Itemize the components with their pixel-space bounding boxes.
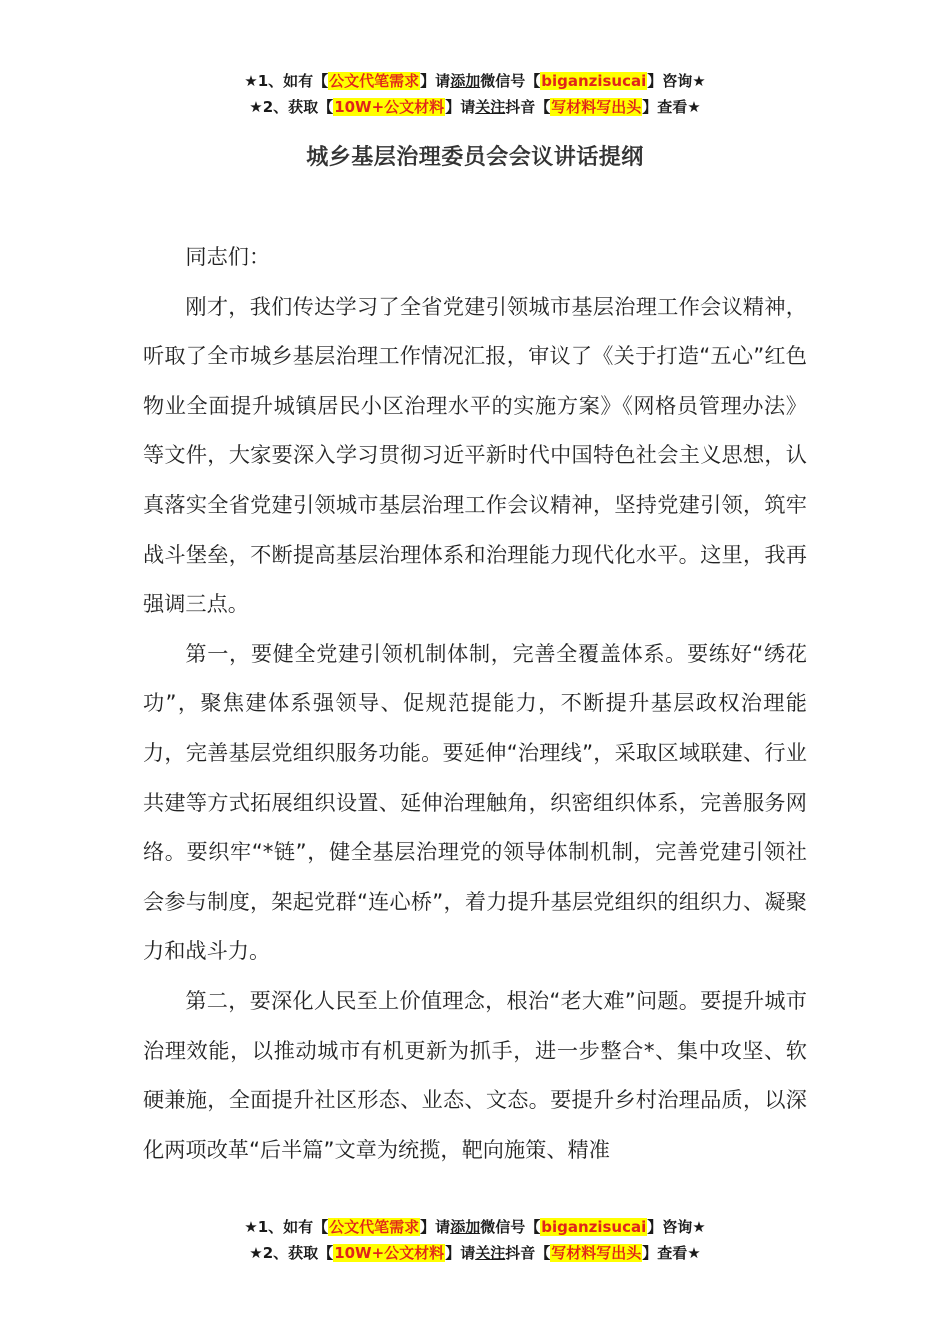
highlight-materials: 10W+公文材料: [334, 1244, 445, 1262]
banner-text: 抖音【: [505, 98, 551, 116]
document-title: 城乡基层治理委员会会议讲话提纲: [306, 145, 644, 170]
banner-text: 微信号【: [480, 1218, 541, 1236]
banner-text: ★2、获取【: [249, 1244, 334, 1262]
highlight-materials: 10W+公文材料: [334, 98, 445, 116]
paragraph-first-point: 第一，要健全党建引领机制体制，完善全覆盖体系。要练好“绣花功”，聚焦建体系强领导、促规范提能力，不断提升基层政权治理能力，完善基层党组织服务功能。要延伸“治理线”，采取区域联建、行业共建等方式拓展组织设置、延伸治理触角，织密组织体系，完善服务网络。要织牢“*链”，健全基层治理党的领导体制机制，完善党建引领社会参与制度，架起党群“连心桥”，着力提升基层党组织的组织力、凝聚力和战斗力。: [143, 640, 807, 964]
banner-text: 抖音【: [505, 1244, 551, 1262]
banner-text: 】请: [445, 98, 476, 116]
banner-text: 】咨询★: [647, 72, 706, 90]
underlined-word: 关注: [475, 98, 506, 116]
banner-text: ★1、如有【: [244, 1218, 329, 1236]
highlight-wechat-id: biganzisucai: [541, 72, 647, 90]
banner-text: ★2、获取【: [249, 98, 334, 116]
paragraph-intro: 刚才，我们传达学习了全省党建引领城市基层治理工作会议精神，听取了全市城乡基层治理工作情况汇报，审议了《关于打造“五心”红色物业全面提升城镇居民小区治理水平的实施方案》《网格员管理办法》等文件，大家要深入学习贯彻习近平新时代中国特色社会主义思想，认真落实全省党建引领城市基层治理工作会议精神，坚持党建引领，筑牢战斗堡垒，不断提高基层治理体系和治理能力现代化水平。这里，我再强调三点。: [143, 293, 807, 617]
banner-text: 】查看★: [642, 1244, 701, 1262]
underlined-word: 添加: [450, 72, 481, 90]
highlight-service: 公文代笔需求: [329, 72, 420, 90]
document-body: [143, 232, 807, 1174]
highlight-wechat-id: biganzisucai: [541, 1218, 647, 1236]
banner-text: 】请: [445, 1244, 476, 1262]
banner-text: 】咨询★: [647, 1218, 706, 1236]
highlight-douyin-id: 写材料写出头: [551, 1244, 642, 1262]
banner-text: 】请: [420, 72, 451, 90]
footer-banner: [0, 1214, 950, 1266]
banner-text: 微信号【: [480, 72, 541, 90]
underlined-word: 添加: [450, 1218, 481, 1236]
banner-text: ★1、如有【: [244, 72, 329, 90]
highlight-service: 公文代笔需求: [329, 1218, 420, 1236]
banner-line-2: [0, 94, 950, 120]
banner-line-2: [0, 1240, 950, 1266]
underlined-word: 关注: [475, 1244, 506, 1262]
greeting: 同志们：: [185, 244, 271, 269]
header-banner: [0, 68, 950, 120]
banner-line-1: [0, 68, 950, 94]
highlight-douyin-id: 写材料写出头: [551, 98, 642, 116]
paragraph-second-point: 第二，要深化人民至上价值理念，根治“老大难”问题。要提升城市治理效能，以推动城市有机更新为抓手，进一步整合*、集中攻坚、软硬兼施，全面提升社区形态、业态、文态。要提升乡村治理品质，以深化两项改革“后半篇”文章为统揽，靶向施策、精准: [143, 987, 807, 1162]
banner-line-1: [0, 1214, 950, 1240]
banner-text: 】请: [420, 1218, 451, 1236]
banner-text: 】查看★: [642, 98, 701, 116]
